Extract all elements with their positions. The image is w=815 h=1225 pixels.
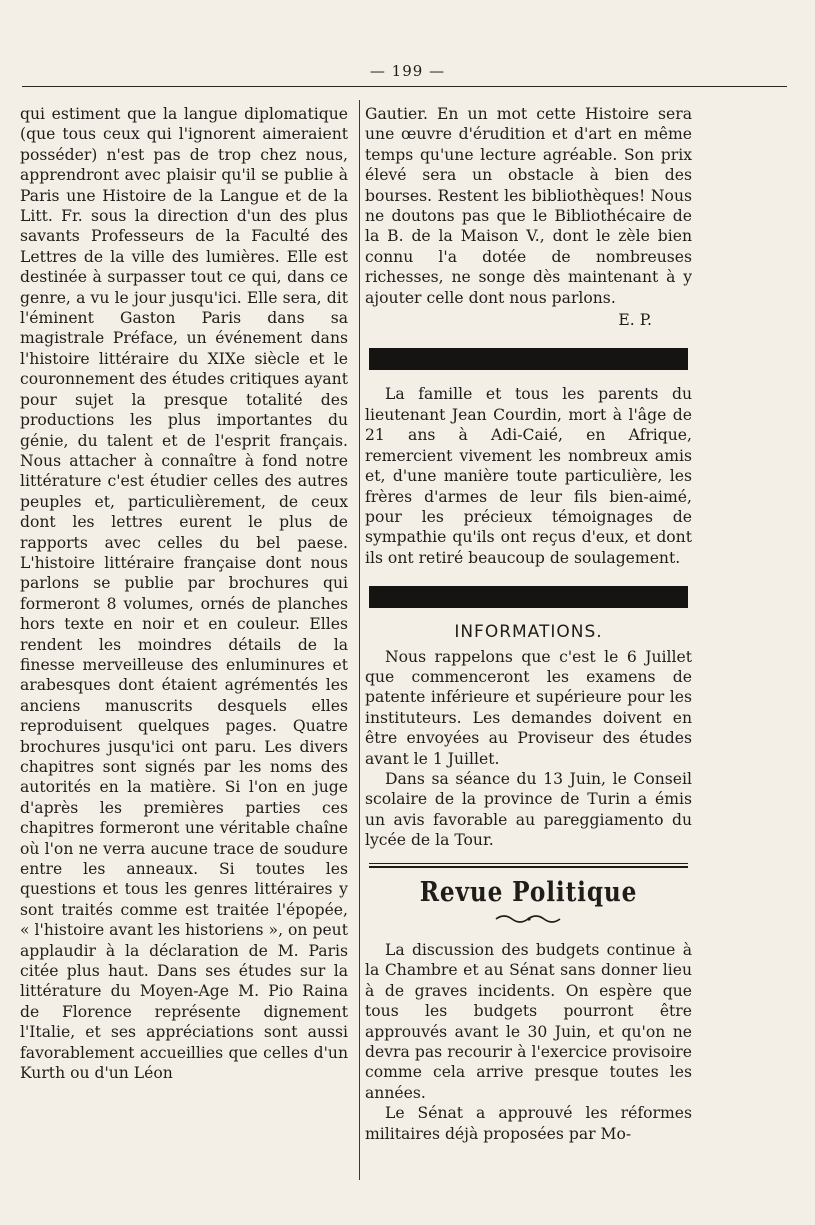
- page-number: — 199 —: [369, 62, 446, 80]
- section-rule: [369, 863, 688, 868]
- revue-politique-heading: Revue Politique: [419, 876, 638, 908]
- family-notice: La famille et tous les parents du lieutenant Jean Courdin, mort à l'âge de 21 ans à Adi-Caié, en Afrique, remercient vivement les nombreux amis et, d'une manière toute particulière, les frères d'armes de leur fils bien-aimé, pour les précieux témoignages de sympathie qu'ils ont reçus d'eux, et dont ils ont retiré beaucoup de soulagement.: [365, 385, 692, 567]
- separator-bar: [369, 348, 688, 370]
- separator-bar: [369, 586, 688, 608]
- informations-heading: INFORMATIONS.: [454, 622, 603, 643]
- header-rule: [22, 86, 787, 87]
- info-paragraph: Nous rappelons que c'est le 6 Juillet que commenceront les examens de patente inférieure et supérieure pour les instituteurs. Les demandes doivent en être envoyées au Proviseur des études avant le 1 Juillet.: [365, 647, 692, 768]
- right-column: [365, 104, 692, 1144]
- revue-paragraph: Le Sénat a approuvé les réformes militaires déjà proposées par Mo-: [365, 1104, 692, 1143]
- info-paragraph: Dans sa séance du 13 Juin, le Conseil scolaire de la province de Turin a émis un avis favorable au pareggiamento du lycée de la Tour.: [365, 769, 692, 850]
- column-divider: [359, 100, 360, 1180]
- author-signature: E. P.: [618, 311, 652, 330]
- article-text-continuation: Gautier. En un mot cette Histoire sera une œuvre d'érudition et d'art en même temps qu'une lecture agréable. Son prix élevé sera un obstacle à bien des bourses. Restent les bibliothèques! Nous ne doutons pas que le Bibliothécaire de la B. de la Maison V., dont le zèle bien connu l'a dotée de nombreuses richesses, ne songe dès maintenant à y ajouter celle dont nous parlons.: [365, 105, 692, 307]
- article-text-left: qui estiment que la langue diplomatique (que tous ceux qui l'ignorent aimeraient posséder) n'est pas de trop chez nous, apprendront avec plaisir qu'il se publie à Paris une Histoire de la Langue et de la Litt. Fr. sous la direction d'un des plus savants Professeurs de la Faculté des Lettres de la ville des lumières. Elle est destinée à surpasser tout ce qui, dans ce genre, a vu le jour jusqu'ici. Elle sera, dit l'éminent Gaston Paris dans sa magistrale Préface, un événement dans l'histoire littéraire du XIXe siècle et le couronnement des études critiques ayant pour sujet la presque totalité des productions les plus importantes du génie, du talent et de l'esprit français. Nous attacher à connaître à fond notre littérature c'est étudier celles des autres peuples et, particulièrement, de ceux dont les lettres eurent le plus de rapports avec celles du bel paese. L'histoire littéraire française dont nous parlons se publie par brochures qui formeront 8 volumes, ornés de planches hors texte en noir et en couleur. Elles rendent les moindres détails de la finesse merveilleuse des enluminures et arabesques dont étaient agrémentés les anciens manuscrits desquels elles reproduisent quelques pages. Quatre brochures jusqu'ici ont paru. Les divers chapitres sont signés par les noms des autorités en la matière. Si l'on en juge d'après les premières parties ces chapitres formeront une véritable chaîne où l'on ne verra aucune trace de soudure entre les anneaux. Si toutes les questions et tous les genres littéraires y sont traités comme est traitée l'épopée, « l'histoire avant les historiens », on peut applaudir à la déclaration de M. Paris citée plus haut. Dans ses études sur la littérature du Moyen-Age M. Pio Raina de Florence représente dignement l'Italie, et ses appréciations sont aussi favorablement accueillies que celles d'un Kurth ou d'un Léon: [20, 105, 348, 1083]
- left-column: [20, 104, 348, 1084]
- wavy-flourish-icon: [365, 910, 692, 930]
- revue-paragraph: La discussion des budgets continue à la Chambre et au Sénat sans donner lieu à de graves incidents. On espère que tous les budgets pourront être approuvés avant le 30 Juin, et qu'on ne devra pas recourir à l'exercice provisoire comme cela arrive presque toutes les années.: [365, 941, 692, 1102]
